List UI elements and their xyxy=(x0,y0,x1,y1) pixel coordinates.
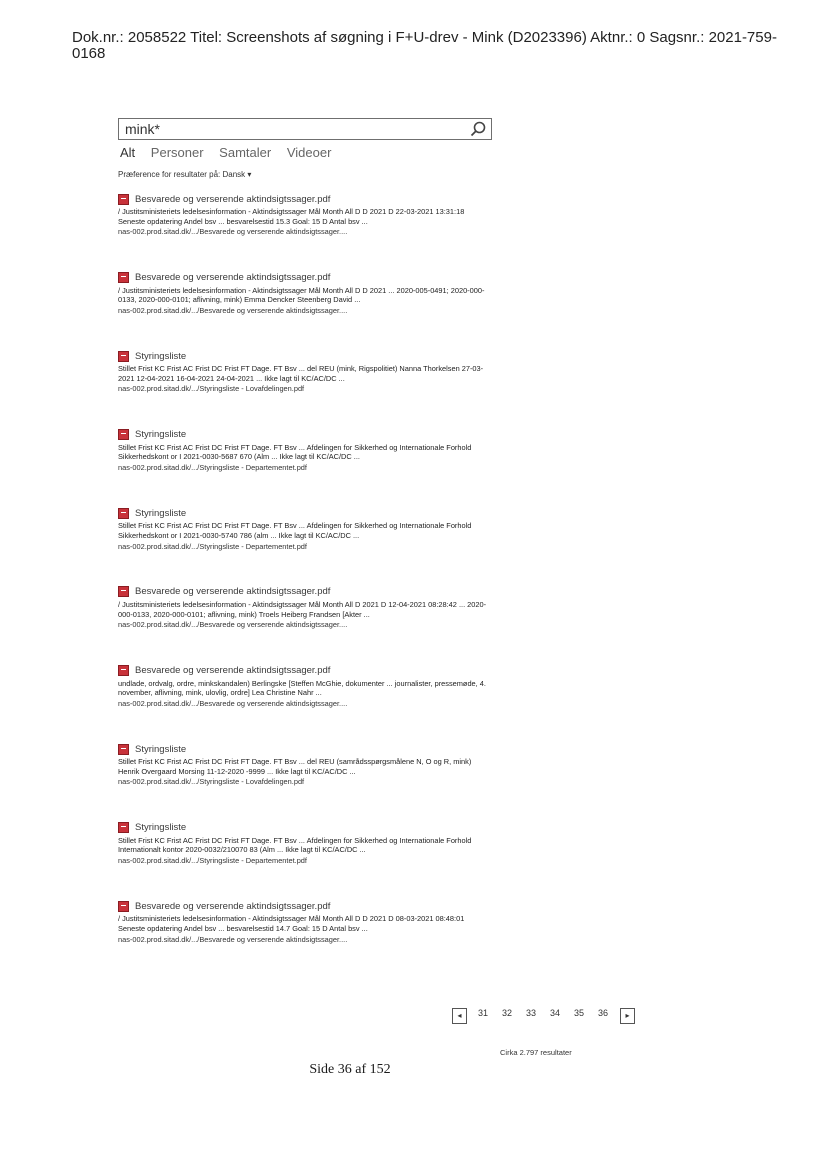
result-title-link[interactable]: Besvarede og verserende aktindsigtssager.pdf xyxy=(135,665,331,677)
result-snippet: / Justitsministeriets ledelsesinformation - Aktindsigtssager Mål Month All D D 2021 D 22-03-2021 13:31:18 Seneste opdatering Andel bsv ... besvarelsestid 15.3 Goal: 15 D Antal bsv ... xyxy=(118,207,465,226)
result-title-link[interactable]: Styringsliste xyxy=(135,743,187,755)
pdf-file-icon xyxy=(118,508,129,519)
tab-people[interactable]: Personer xyxy=(150,145,204,160)
language-preference-dropdown[interactable]: Præference for resultater på: Dansk ▾ xyxy=(118,170,252,179)
result-url: nas-002.prod.sitad.dk/.../Styringsliste - Departementet.pdf xyxy=(118,855,307,865)
result-snippet: / Justitsministeriets ledelsesinformation - Aktindsigtssager Mål Month All D D 2021 ... 2020-005-0491; 2020-000-0133, 2020-000-0101; aflivning, mink) Emma Dencker Steenberg David ... xyxy=(118,285,485,305)
result-title-link[interactable]: Styringsliste xyxy=(135,507,187,519)
result-url: nas-002.prod.sitad.dk/.../Besvarede og verserende aktindsigtssager.... xyxy=(118,227,348,237)
result-item xyxy=(118,271,490,350)
search-results xyxy=(118,192,490,978)
result-snippet: Stillet Frist KC Frist AC Frist DC Frist FT Dage. FT Bsv ... del REU (samrådsspørgsmålene N, O og R, mink) Henrik Overgaard Morsing 11-12-2020 -9999 ... Ikke lagt til KC/AC/DC ... xyxy=(118,757,472,776)
pdf-file-icon xyxy=(118,351,129,362)
result-item xyxy=(118,899,490,978)
result-snippet: / Justitsministeriets ledelsesinformation - Aktindsigtssager Mål Month All D D 2021 D 08-03-2021 08:48:01 Seneste opdatering Andel bsv ... besvarelsestid 14.7 Goal: 15 D Antal bsv ... xyxy=(118,914,465,933)
result-title-link[interactable]: Besvarede og verserende aktindsigtssager.pdf xyxy=(135,586,331,598)
result-url: nas-002.prod.sitad.dk/.../Besvarede og verserende aktindsigtssager.... xyxy=(118,620,348,630)
result-count: Cirka 2.797 resultater xyxy=(500,1048,572,1057)
result-item xyxy=(118,585,490,664)
result-item xyxy=(118,428,490,507)
result-title-link[interactable]: Styringsliste xyxy=(135,822,187,834)
result-snippet: undlade, ordvalg, ordre, minkskandalen) Berlingske [Steffen McGhie, dokumenter ... journalister, pressemøde, 4. november, aflivning, mink, ulovlig, ordre] Lea Christine Nahr ... xyxy=(118,678,486,698)
pdf-file-icon xyxy=(118,822,129,833)
page-link-35[interactable]: 35 xyxy=(574,1008,585,1018)
result-item xyxy=(118,742,490,821)
result-title-link[interactable]: Besvarede og verserende aktindsigtssager.pdf xyxy=(135,272,331,284)
result-url: nas-002.prod.sitad.dk/.../Besvarede og verserende aktindsigtssager.... xyxy=(118,698,348,708)
search-input[interactable] xyxy=(118,118,492,140)
search-tabs xyxy=(120,145,343,160)
result-snippet: Stillet Frist KC Frist AC Frist DC Frist FT Dage. FT Bsv ... Afdelingen for Sikkerhed og Internationale Forhold Sikkerhedskont or I 2021-0030-5740 786 (alm ... Ikke lagt til KC/AC/DC ... xyxy=(118,521,472,540)
page-link-32[interactable]: 32 xyxy=(502,1008,513,1018)
page-link-36[interactable]: 36 xyxy=(598,1008,609,1018)
result-title-link[interactable]: Besvarede og verserende aktindsigtssager.pdf xyxy=(135,900,331,912)
result-url: nas-002.prod.sitad.dk/.../Styringsliste - Departementet.pdf xyxy=(118,462,307,472)
tab-all[interactable]: Alt xyxy=(120,145,136,160)
result-url: nas-002.prod.sitad.dk/.../Styringsliste - Lovafdelingen.pdf xyxy=(118,777,305,787)
result-item xyxy=(118,349,490,428)
result-url: nas-002.prod.sitad.dk/.../Besvarede og verserende aktindsigtssager.... xyxy=(118,934,348,944)
pdf-file-icon xyxy=(118,744,129,755)
result-title-link[interactable]: Styringsliste xyxy=(135,350,187,362)
page-link-34[interactable]: 34 xyxy=(550,1008,561,1018)
tab-videos[interactable]: Videoer xyxy=(286,145,332,160)
result-snippet: / Justitsministeriets ledelsesinformation - Aktindsigtssager Mål Month All D 2021 D 12-04-2021 08:28:42 ... 2020-000-0133, 2020-000-0101; aflivning, mink) Troels Heiberg Frandsen [Akter ... xyxy=(118,599,487,619)
result-title-link[interactable]: Styringsliste xyxy=(135,429,187,441)
result-snippet: Stillet Frist KC Frist AC Frist DC Frist FT Dage. FT Bsv ... del REU (mink, Rigspolitiet) Nanna Thorkelsen 27-03-2021 12-04-2021 16-04-2021 24-04-2021 ... Ikke lagt til KC/AC/DC ... xyxy=(118,364,484,383)
search-query-text: mink* xyxy=(125,121,161,137)
pdf-file-icon xyxy=(118,665,129,676)
result-snippet: Stillet Frist KC Frist AC Frist DC Frist FT Dage. FT Bsv ... Afdelingen for Sikkerhed og Internationale Forhold Internationalt kontor 2020-0032/210070 83 (Alm ... Ikke lagt til KC/AC/DC ... xyxy=(118,835,472,855)
pdf-file-icon xyxy=(118,429,129,440)
document-header: Dok.nr.: 2058522 Titel: Screenshots af søgning i F+U-drev - Mink (D2023396) Aktnr.: 0 Sagsnr.: 2021-759-0168 xyxy=(72,29,777,62)
result-snippet: Stillet Frist KC Frist AC Frist DC Frist FT Dage. FT Bsv ... Afdelingen for Sikkerhed og Internationale Forhold Sikkerhedskont or I 2021-0030-5687 670 (Alm ... Ikke lagt til KC/AC/DC ... xyxy=(118,442,472,462)
result-url: nas-002.prod.sitad.dk/.../Styringsliste - Departementet.pdf xyxy=(118,541,307,551)
search-icon[interactable] xyxy=(469,120,487,138)
page-link-31[interactable]: 31 xyxy=(478,1008,489,1018)
page-link-33[interactable]: 33 xyxy=(526,1008,537,1018)
result-url: nas-002.prod.sitad.dk/.../Besvarede og verserende aktindsigtssager.... xyxy=(118,305,348,315)
pdf-file-icon xyxy=(118,901,129,912)
result-title-link[interactable]: Besvarede og verserende aktindsigtssager.pdf xyxy=(135,193,331,205)
page-number: Side 36 af 152 xyxy=(309,1062,391,1077)
result-item xyxy=(118,821,490,900)
result-item xyxy=(118,192,490,271)
result-item xyxy=(118,506,490,585)
tab-conversations[interactable]: Samtaler xyxy=(219,145,272,160)
previous-page-button[interactable]: ◂ xyxy=(452,1008,467,1024)
next-page-button[interactable]: ▸ xyxy=(620,1008,635,1024)
result-item xyxy=(118,664,490,743)
pdf-file-icon xyxy=(118,194,129,205)
pdf-file-icon xyxy=(118,586,129,597)
result-url: nas-002.prod.sitad.dk/.../Styringsliste - Lovafdelingen.pdf xyxy=(118,384,305,394)
pdf-file-icon xyxy=(118,272,129,283)
